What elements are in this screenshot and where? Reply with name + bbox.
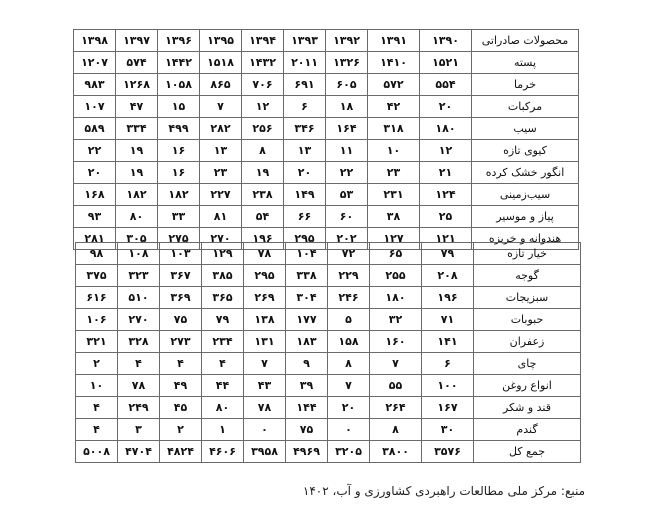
row-label: گندم <box>474 419 581 441</box>
table-cell: ۳۸۵ <box>202 265 244 287</box>
table-cell: ۱۰۸ <box>118 243 160 265</box>
table-row <box>74 52 579 74</box>
table-cell: ۲۵ <box>420 206 472 228</box>
table-cell: ۱۶۷ <box>422 397 474 419</box>
table-cell: ۲۷۰ <box>200 228 242 250</box>
table-cell: ۷۸ <box>244 397 286 419</box>
table-cell: ۱۱ <box>326 140 368 162</box>
table-cell: ۱۰۳ <box>160 243 202 265</box>
table-cell: ۱۲ <box>242 96 284 118</box>
table-cell: ۳۲۱ <box>76 331 118 353</box>
table-cell: ۲۵۵ <box>370 265 422 287</box>
table-row <box>74 140 579 162</box>
table-cell: ۳۹ <box>286 375 328 397</box>
table-cell: ۶۰۵ <box>326 74 368 96</box>
table-cell: ۸۰ <box>202 397 244 419</box>
table-cell: ۱۶۰ <box>370 331 422 353</box>
table-cell: ۴۵ <box>160 397 202 419</box>
table-row <box>74 74 579 96</box>
table-cell: ۱۸۰ <box>370 287 422 309</box>
table-cell: ۱۴۴۲ <box>158 52 200 74</box>
table-cell: ۲ <box>160 419 202 441</box>
row-label: گوجه <box>474 265 581 287</box>
table-cell: ۶ <box>284 96 326 118</box>
table-cell: ۲۷۵ <box>158 228 200 250</box>
table-cell: ۲۰۱۱ <box>284 52 326 74</box>
table-cell: ۲۰ <box>420 96 472 118</box>
table-cell: ۴۸۲۴ <box>160 441 202 463</box>
table-row <box>76 441 581 463</box>
table-cell: ۲۹۵ <box>244 265 286 287</box>
table-cell: ۴ <box>76 397 118 419</box>
table-cell: ۲۲ <box>74 140 116 162</box>
table-cell: ۱۰۰ <box>422 375 474 397</box>
table-cell: ۱۵۸ <box>328 331 370 353</box>
table-cell: ۳ <box>118 419 160 441</box>
table-cell: ۸ <box>370 419 422 441</box>
table-cell: ۳۲۸ <box>118 331 160 353</box>
table-cell: ۳۸۰۰ <box>370 441 422 463</box>
table-cell: ۴ <box>118 353 160 375</box>
table-cell: ۱۸ <box>326 96 368 118</box>
table-cell: ۳۰۴ <box>286 287 328 309</box>
table-cell: ۱۸۳ <box>286 331 328 353</box>
table-cell: ۵ <box>328 309 370 331</box>
table-cell: ۸ <box>242 140 284 162</box>
table-cell: ۰ <box>328 419 370 441</box>
table-cell: ۶۰ <box>326 206 368 228</box>
table-cell: ۲۳۱ <box>368 184 420 206</box>
table-cell: ۱۲ <box>420 140 472 162</box>
table-cell: ۹۸۳ <box>74 74 116 96</box>
table-cell: ۱۴۴ <box>286 397 328 419</box>
row-label: زعفران <box>474 331 581 353</box>
row-label: پیاز و موسیر <box>472 206 579 228</box>
table-cell: ۴۶۰۶ <box>202 441 244 463</box>
table-cell: ۱ <box>202 419 244 441</box>
table-cell: ۷۸ <box>118 375 160 397</box>
table-cell: ۴ <box>202 353 244 375</box>
column-header-year: ۱۳۹۴ <box>242 30 284 52</box>
table-cell: ۴ <box>76 419 118 441</box>
table-cell: ۸۶۵ <box>200 74 242 96</box>
row-label: خرما <box>472 74 579 96</box>
table-row <box>74 96 579 118</box>
table-cell: ۱۸۲ <box>158 184 200 206</box>
table-row <box>76 309 581 331</box>
table-cell: ۱۳ <box>284 140 326 162</box>
table-cell: ۵۱۰ <box>118 287 160 309</box>
table-cell: ۱۰ <box>368 140 420 162</box>
table-cell: ۳۹۵۸ <box>244 441 286 463</box>
table-cell: ۲۸۱ <box>74 228 116 250</box>
table-cell: ۵۵۴ <box>420 74 472 96</box>
table-cell: ۱۳۸ <box>244 309 286 331</box>
table-cell: ۳۸ <box>368 206 420 228</box>
table-cell: ۷ <box>370 353 422 375</box>
table-cell: ۳۷۵ <box>76 265 118 287</box>
table-cell: ۲۲۹ <box>328 265 370 287</box>
table-cell: ۲۷۰ <box>118 309 160 331</box>
table-cell: ۵۵ <box>370 375 422 397</box>
table-row <box>76 419 581 441</box>
table-cell: ۱۴۱۰ <box>368 52 420 74</box>
table-row <box>76 331 581 353</box>
row-label: انواع روغن <box>474 375 581 397</box>
table-cell: ۸ <box>328 353 370 375</box>
table-cell: ۲۳ <box>368 162 420 184</box>
table-cell: ۱۴۳۲ <box>242 52 284 74</box>
table-cell: ۱۲۶۸ <box>116 74 158 96</box>
table-cell: ۱۸۲ <box>116 184 158 206</box>
column-header-product: محصولات صادراتی <box>472 30 579 52</box>
row-label: پسته <box>472 52 579 74</box>
table-cell: ۷۵ <box>286 419 328 441</box>
table-cell: ۶ <box>422 353 474 375</box>
table-cell: ۲۱ <box>420 162 472 184</box>
table-cell: ۳۲۳ <box>118 265 160 287</box>
table-cell: ۱۶ <box>158 162 200 184</box>
table-cell: ۱۶۴ <box>326 118 368 140</box>
table-cell: ۳۳۴ <box>116 118 158 140</box>
table-cell: ۶۱۶ <box>76 287 118 309</box>
table-cell: ۳۲ <box>370 309 422 331</box>
table-header-row <box>74 30 579 52</box>
column-header-year: ۱۳۹۵ <box>200 30 242 52</box>
row-label: چای <box>474 353 581 375</box>
table-cell: ۲۶۴ <box>370 397 422 419</box>
table-cell: ۵۸۹ <box>74 118 116 140</box>
table-cell: ۳۰ <box>422 419 474 441</box>
table-row <box>76 353 581 375</box>
row-label: خیار تازه <box>474 243 581 265</box>
row-label: قند و شکر <box>474 397 581 419</box>
table-cell: ۲۰۸ <box>422 265 474 287</box>
table-cell: ۱۳ <box>200 140 242 162</box>
table-cell: ۰ <box>244 419 286 441</box>
table-cell: ۵۷۴ <box>116 52 158 74</box>
table-cell: ۱۰۴ <box>286 243 328 265</box>
table-cell: ۱۰۶ <box>76 309 118 331</box>
table-cell: ۱۰۷ <box>74 96 116 118</box>
table-cell: ۷۹ <box>422 243 474 265</box>
table-cell: ۱۹ <box>116 140 158 162</box>
table-cell: ۲۴۶ <box>328 287 370 309</box>
table-cell: ۶۵ <box>370 243 422 265</box>
table-cell: ۴۷۰۴ <box>118 441 160 463</box>
table-cell: ۱۵۲۱ <box>420 52 472 74</box>
table-cell: ۳۶۹ <box>160 287 202 309</box>
table-row <box>74 162 579 184</box>
table-cell: ۲۲۷ <box>200 184 242 206</box>
table-cell: ۲۰۲ <box>326 228 368 250</box>
table-cell: ۳۳ <box>158 206 200 228</box>
table-cell: ۱۳۱ <box>244 331 286 353</box>
source-caption: منبع: مرکز ملی مطالعات راهبردی کشاورزی و آب، ۱۴۰۲ <box>302 484 585 498</box>
table-cell: ۶۹۱ <box>284 74 326 96</box>
table-cell: ۹ <box>286 353 328 375</box>
table-cell: ۱۴۹ <box>284 184 326 206</box>
export-table-part-1 <box>73 29 579 250</box>
table-cell: ۴۷ <box>116 96 158 118</box>
row-label: جمع کل <box>474 441 581 463</box>
table-cell: ۳۶۷ <box>160 265 202 287</box>
table-cell: ۳۶۵ <box>202 287 244 309</box>
table-cell: ۲۰ <box>284 162 326 184</box>
table-row <box>74 118 579 140</box>
table-cell: ۲۳ <box>200 162 242 184</box>
table-cell: ۴۹ <box>160 375 202 397</box>
table-row <box>76 243 581 265</box>
column-header-year: ۱۳۹۶ <box>158 30 200 52</box>
table-cell: ۱۳۲۶ <box>326 52 368 74</box>
table-cell: ۲۸۲ <box>200 118 242 140</box>
table-row <box>76 375 581 397</box>
table-cell: ۱۵۱۸ <box>200 52 242 74</box>
table-cell: ۹۸ <box>76 243 118 265</box>
table-cell: ۷۲ <box>328 243 370 265</box>
table-cell: ۱۰ <box>76 375 118 397</box>
table-cell: ۱۸۰ <box>420 118 472 140</box>
table-cell: ۱۲۰۷ <box>74 52 116 74</box>
table-cell: ۳۴۶ <box>284 118 326 140</box>
table-cell: ۱۶ <box>158 140 200 162</box>
table-cell: ۳۳۸ <box>286 265 328 287</box>
table-cell: ۱۲۷ <box>368 228 420 250</box>
row-label: انگور خشک کرده <box>472 162 579 184</box>
table-cell: ۵۴ <box>242 206 284 228</box>
table-cell: ۳۱۸ <box>368 118 420 140</box>
column-header-year: ۱۳۹۲ <box>326 30 368 52</box>
table-cell: ۲۳۸ <box>242 184 284 206</box>
row-label: هندوانه و خربزه <box>472 228 579 250</box>
table-cell: ۹۳ <box>74 206 116 228</box>
table-cell: ۲۰ <box>74 162 116 184</box>
table-cell: ۳۵۷۶ <box>422 441 474 463</box>
table-cell: ۱۰۵۸ <box>158 74 200 96</box>
table-cell: ۵۳ <box>326 184 368 206</box>
table-cell: ۴۲ <box>368 96 420 118</box>
column-header-year: ۱۳۹۷ <box>116 30 158 52</box>
table-cell: ۷ <box>328 375 370 397</box>
table-cell: ۲ <box>76 353 118 375</box>
table-cell: ۸۰ <box>116 206 158 228</box>
export-table-part-2 <box>75 242 581 463</box>
table-cell: ۲۷۳ <box>160 331 202 353</box>
table-cell: ۵۰۰۸ <box>76 441 118 463</box>
table-row <box>76 397 581 419</box>
table-cell: ۱۹ <box>242 162 284 184</box>
table-cell: ۷۹ <box>202 309 244 331</box>
column-header-year: ۱۳۹۳ <box>284 30 326 52</box>
row-label: سیب‌زمینی <box>472 184 579 206</box>
table-cell: ۲۹۵ <box>284 228 326 250</box>
table-cell: ۴ <box>160 353 202 375</box>
table-cell: ۷ <box>200 96 242 118</box>
table-cell: ۱۹ <box>116 162 158 184</box>
row-label: سبزیجات <box>474 287 581 309</box>
table-cell: ۳۰۵ <box>116 228 158 250</box>
table-cell: ۷۵ <box>160 309 202 331</box>
table-cell: ۲۳۴ <box>202 331 244 353</box>
table-cell: ۱۷۷ <box>286 309 328 331</box>
table-cell: ۲۴۹ <box>118 397 160 419</box>
column-header-year: ۱۳۹۸ <box>74 30 116 52</box>
table-cell: ۱۲۹ <box>202 243 244 265</box>
table-cell: ۸۱ <box>200 206 242 228</box>
table-cell: ۱۵ <box>158 96 200 118</box>
table-cell: ۴۹۶۹ <box>286 441 328 463</box>
row-label: حبوبات <box>474 309 581 331</box>
table-cell: ۷۸ <box>244 243 286 265</box>
column-header-year: ۱۳۹۱ <box>368 30 420 52</box>
table-cell: ۷۰۶ <box>242 74 284 96</box>
column-header-year: ۱۳۹۰ <box>420 30 472 52</box>
table-cell: ۱۹۶ <box>242 228 284 250</box>
table-cell: ۱۴۱ <box>422 331 474 353</box>
table-cell: ۴۴ <box>202 375 244 397</box>
table-cell: ۶۶ <box>284 206 326 228</box>
table-cell: ۵۷۲ <box>368 74 420 96</box>
table-row <box>74 184 579 206</box>
table-row <box>76 287 581 309</box>
table-cell: ۲۰ <box>328 397 370 419</box>
table-cell: ۱۹۶ <box>422 287 474 309</box>
row-label: مرکبات <box>472 96 579 118</box>
table-cell: ۲۵۶ <box>242 118 284 140</box>
table-row <box>74 206 579 228</box>
table-row <box>76 265 581 287</box>
row-label: سیب <box>472 118 579 140</box>
table-cell: ۱۲۴ <box>420 184 472 206</box>
table-cell: ۱۲۱ <box>420 228 472 250</box>
table-cell: ۷۱ <box>422 309 474 331</box>
table-cell: ۴۳ <box>244 375 286 397</box>
table-cell: ۱۶۸ <box>74 184 116 206</box>
table-cell: ۷ <box>244 353 286 375</box>
table-cell: ۲۶۹ <box>244 287 286 309</box>
table-cell: ۲۲ <box>326 162 368 184</box>
table-cell: ۴۹۹ <box>158 118 200 140</box>
row-label: کیوی تازه <box>472 140 579 162</box>
table-cell: ۳۲۰۵ <box>328 441 370 463</box>
